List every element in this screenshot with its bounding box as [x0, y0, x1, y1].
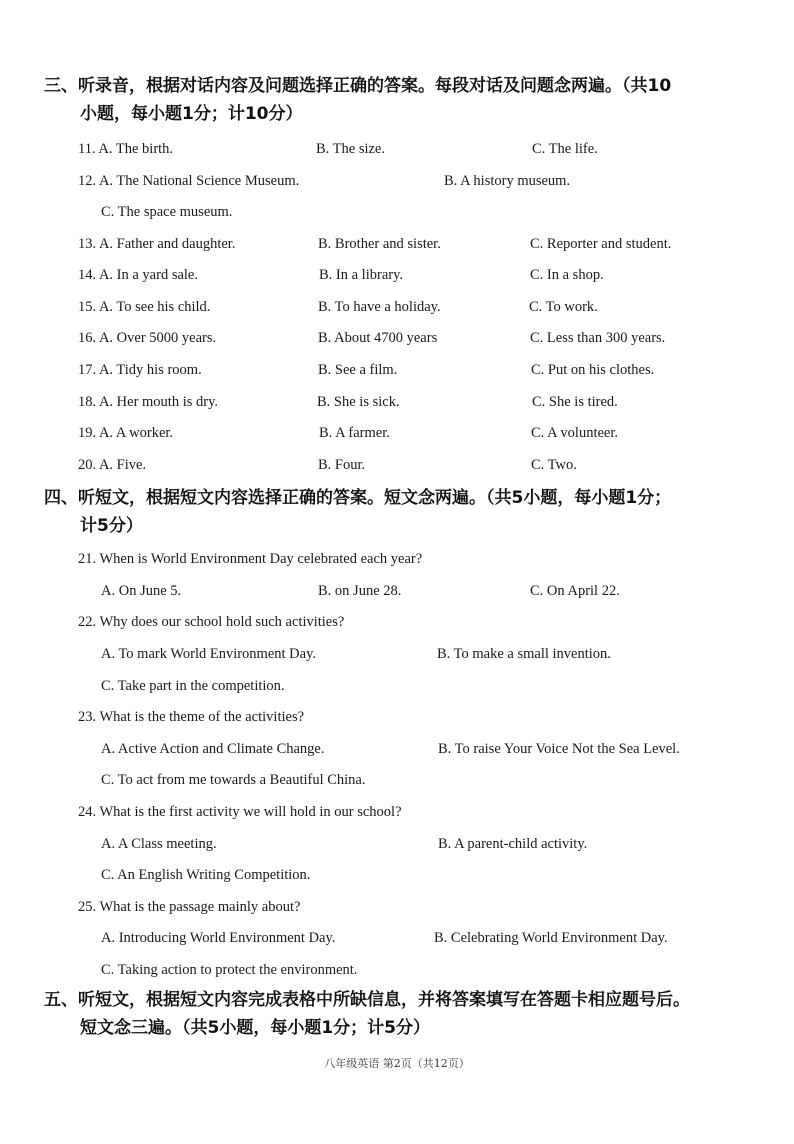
- question-14: [0, 263, 794, 287]
- page-footer: 八年级英语 第2页（共12页）: [324, 1057, 470, 1070]
- q24-option-c: C. An English Writing Competition.: [101, 867, 311, 883]
- q13-option-c: C. Reporter and student.: [530, 236, 672, 252]
- question-11: [0, 137, 794, 161]
- section-4-heading: [44, 484, 754, 540]
- q21-option-a: A. On June 5.: [101, 583, 182, 599]
- q18-option-a: 18. A. Her mouth is dry.: [78, 394, 219, 410]
- q17-option-a: 17. A. Tidy his room.: [78, 362, 202, 378]
- section-3-heading: [44, 72, 754, 128]
- q25-option-a: A. Introducing World Environment Day.: [101, 930, 336, 946]
- q12-option-b: B. A history museum.: [444, 173, 571, 189]
- q15-option-b: B. To have a holiday.: [318, 299, 441, 315]
- section-4-line-2: 计5分）: [80, 516, 143, 536]
- question-12-cont: [0, 200, 794, 224]
- q22-option-b: B. To make a small invention.: [437, 646, 611, 662]
- q17-option-b: B. See a film.: [318, 362, 398, 378]
- section-4-line-1: 四、听短文，根据短文内容选择正确的答案。短文念两遍。（共5小题，每小题1分；: [44, 488, 672, 508]
- question-25-options-cont: [0, 958, 794, 982]
- section-3-line-2: 小题，每小题1分；计10分）: [80, 104, 303, 124]
- q21-option-b: B. on June 28.: [318, 583, 402, 599]
- question-25-stem: [0, 895, 794, 919]
- question-16: [0, 326, 794, 350]
- q20-option-c: C. Two.: [531, 457, 577, 473]
- section-5-line-2: 短文念三遍。（共5小题，每小题1分；计5分）: [80, 1018, 430, 1038]
- q21-option-c: C. On April 22.: [530, 583, 620, 599]
- q17-option-c: C. Put on his clothes.: [531, 362, 655, 378]
- q15-option-c: C. To work.: [529, 299, 598, 315]
- q20-option-b: B. Four.: [318, 457, 366, 473]
- question-21-stem: [0, 547, 794, 571]
- section-5-line-1: 五、听短文，根据短文内容完成表格中所缺信息，并将答案填写在答题卡相应题号后。: [44, 990, 690, 1010]
- q23-option-c: C. To act from me towards a Beautiful China.: [101, 772, 366, 788]
- q22-option-a: A. To mark World Environment Day.: [101, 646, 317, 662]
- question-22-stem: [0, 610, 794, 634]
- question-24-options: [0, 832, 794, 856]
- q16-option-c: C. Less than 300 years.: [530, 330, 666, 346]
- question-17: [0, 358, 794, 382]
- question-22-options: [0, 642, 794, 666]
- question-24-options-cont: [0, 863, 794, 887]
- q18-option-b: B. She is sick.: [317, 394, 400, 410]
- q23-option-b: B. To raise Your Voice Not the Sea Level.: [438, 741, 680, 757]
- q14-option-b: B. In a library.: [319, 267, 404, 283]
- q11-option-b: B. The size.: [316, 141, 385, 157]
- q11-option-a: 11. A. The birth.: [78, 141, 174, 157]
- q19-option-b: B. A farmer.: [319, 425, 390, 441]
- q11-option-c: C. The life.: [532, 141, 598, 157]
- q20-option-a: 20. A. Five.: [78, 457, 147, 473]
- q14-option-a: 14. A. In a yard sale.: [78, 267, 198, 283]
- q21-stem: 21. When is World Environment Day celebrated each year?: [78, 551, 423, 567]
- question-13: [0, 232, 794, 256]
- q24-option-b: B. A parent-child activity.: [438, 836, 588, 852]
- q13-option-a: 13. A. Father and daughter.: [78, 236, 236, 252]
- question-21-options: [0, 579, 794, 603]
- question-19: [0, 421, 794, 445]
- q23-stem: 23. What is the theme of the activities?: [78, 709, 305, 725]
- q15-option-a: 15. A. To see his child.: [78, 299, 211, 315]
- question-23-options: [0, 737, 794, 761]
- q12-option-a: 12. A. The National Science Museum.: [78, 173, 300, 189]
- question-15: [0, 295, 794, 319]
- question-22-options-cont: [0, 674, 794, 698]
- section-5-heading: [44, 986, 754, 1042]
- q19-option-a: 19. A. A worker.: [78, 425, 174, 441]
- question-12: [0, 169, 794, 193]
- q19-option-c: C. A volunteer.: [531, 425, 618, 441]
- q18-option-c: C. She is tired.: [532, 394, 618, 410]
- q24-option-a: A. A Class meeting.: [101, 836, 217, 852]
- q14-option-c: C. In a shop.: [530, 267, 604, 283]
- question-20: [0, 453, 794, 477]
- section-3-line-1: 三、听录音，根据对话内容及问题选择正确的答案。每段对话及问题念两遍。（共10: [44, 76, 672, 96]
- q25-option-b: B. Celebrating World Environment Day.: [434, 930, 668, 946]
- q22-option-c: C. Take part in the competition.: [101, 678, 285, 694]
- q25-option-c: C. Taking action to protect the environment.: [101, 962, 358, 978]
- q16-option-b: B. About 4700 years: [318, 330, 438, 346]
- question-24-stem: [0, 800, 794, 824]
- question-23-stem: [0, 705, 794, 729]
- q25-stem: 25. What is the passage mainly about?: [78, 899, 301, 915]
- q12-option-c: C. The space museum.: [101, 204, 233, 220]
- q16-option-a: 16. A. Over 5000 years.: [78, 330, 217, 346]
- question-18: [0, 390, 794, 414]
- question-25-options: [0, 926, 794, 950]
- q23-option-a: A. Active Action and Climate Change.: [101, 741, 325, 757]
- q24-stem: 24. What is the first activity we will hold in our school?: [78, 804, 402, 820]
- q22-stem: 22. Why does our school hold such activities?: [78, 614, 345, 630]
- q13-option-b: B. Brother and sister.: [318, 236, 441, 252]
- question-23-options-cont: [0, 768, 794, 792]
